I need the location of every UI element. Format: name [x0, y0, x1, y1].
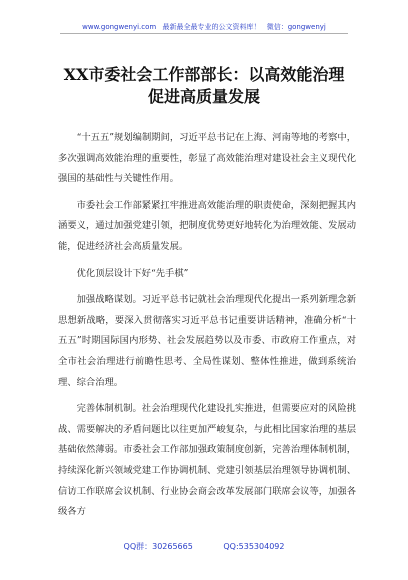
- title-line-1: XX市委社会工作部部长：以高效能治理: [63, 65, 345, 84]
- document-body: [58, 128, 356, 529]
- title-line-2: 促进高质量发展: [147, 87, 260, 106]
- footer-qq-group: QQ群：30265665: [123, 542, 193, 551]
- page-footer: [0, 541, 408, 552]
- section-heading: 优化顶层设计下好“先手棋”: [76, 267, 189, 279]
- page-header: [0, 22, 408, 32]
- paragraph-strategy: 加强战略谋划。习近平总书记就社会治理现代化提出一系列新理念新思想新战略，要深入贯彻落实习近平总书记重要讲话精神，准确分析“十五五”时期国际国内形势、社会发展趋势以及市委、市政府工作重点，对全市社会治理进行前瞻性思考、全局性谋划、整体性推进，做到系统治理、综合治理。: [58, 294, 356, 388]
- paragraph-mechanism: 完善体制机制。社会治理现代化建设扎实推进，但需要应对的风险挑战、需要解决的矛盾问题比以往更加严峻复杂，与此相比国家治理的基层基础依然薄弱。市委社会工作部加强政策制度创新，完善治理体制机制，持续深化新兴领域党建工作协调机制、党建引领基层治理领导协调机制、信访工作联席会议机制、行业协会商会改革发展部门联席会议等，加强各级各方: [58, 403, 356, 518]
- paragraph-intro: “十五五”规划编制期间，习近平总书记在上海、河南等地的考察中，多次强调高效能治理的重要性，彰显了高效能治理对建设社会主义现代化强国的基础性与关键性作用。: [58, 132, 356, 185]
- paragraph-mission: 市委社会工作部紧紧扛牢推进高效能治理的职责使命，深刻把握其内涵要义，通过加强党建引领，把制度优势更好地转化为治理效能、发展动能，促进经济社会高质量发展。: [58, 199, 356, 252]
- header-slogan: 最新最全最专业的公文资料库！: [162, 23, 261, 31]
- footer-qq-contact: QQ:535304092: [223, 542, 285, 551]
- document-title: [40, 64, 368, 108]
- header-divider: [60, 33, 348, 34]
- header-site-link[interactable]: www.gongwenyi.com: [82, 23, 157, 31]
- header-wechat: 微信：gongwenyj: [266, 23, 326, 31]
